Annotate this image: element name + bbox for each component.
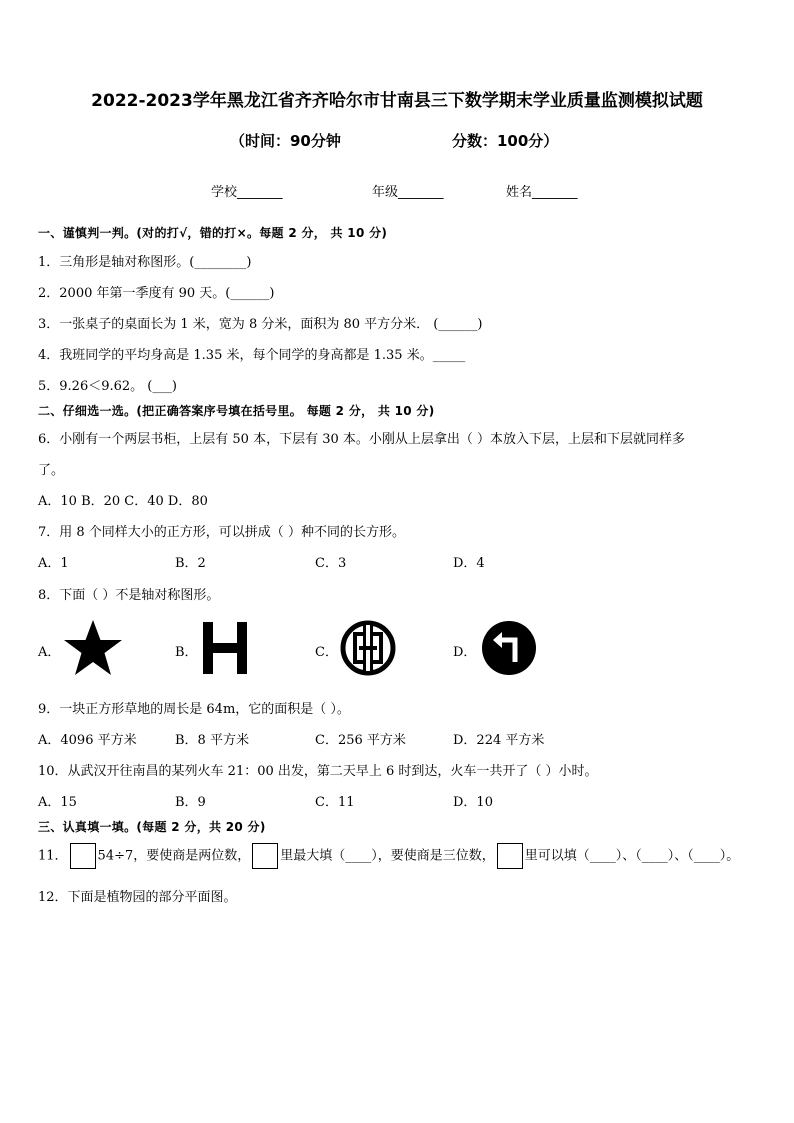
question-8: 8．下面（ ）不是轴对称图形。 xyxy=(38,588,220,603)
time-label: （时间：90分钟 xyxy=(230,132,341,150)
question-10-option-a: A．15 xyxy=(38,795,77,810)
question-11-part-a: 54÷7，要使商是两位数， xyxy=(97,848,251,864)
turn-left-sign-icon xyxy=(481,620,537,676)
question-12: 12．下面是植物园的部分平面图。 xyxy=(38,890,237,905)
question-7-option-c: C．3 xyxy=(315,556,347,571)
section2-heading: 二、仔细选一选。(把正确答案序号填在括号里。 每题 2 分， 共 10 分) xyxy=(38,404,435,418)
page-title: 2022-2023学年黑龙江省齐齐哈尔市甘南县三下数学期末学业质量监测模拟试题 xyxy=(91,91,703,111)
question-8-option-b: B． xyxy=(175,645,198,660)
question-9: 9．一块正方形草地的周长是 64m，它的面积是（ ）。 xyxy=(38,702,350,717)
question-10: 10．从武汉开往南昌的某列火车 21：00 出发，第二天早上 6 时到达，火车一共开了（ ）小时。 xyxy=(38,764,598,779)
question-3: 3．一张桌子的桌面长为 1 米，宽为 8 分米，面积为 80 平方分米． (______) xyxy=(38,317,483,332)
question-11 xyxy=(38,843,739,870)
name-field: 姓名_______ xyxy=(506,185,578,200)
question-8-option-a: A． xyxy=(38,645,61,660)
question-5: 5．9.26＜9.62。 (___) xyxy=(38,379,177,394)
question-10-option-b: B．9 xyxy=(175,795,206,810)
section1-heading: 一、谨慎判一判。(对的打√，错的打×。每题 2 分， 共 10 分) xyxy=(38,226,388,240)
question-9-option-a: A．4096 平方米 xyxy=(38,733,137,748)
question-4: 4．我班同学的平均身高是 1.35 米，每个同学的身高都是 1.35 米。_____ xyxy=(38,348,466,363)
question-8-option-d: D． xyxy=(453,645,477,660)
section3-heading: 三、认真填一填。(每题 2 分，共 20 分) xyxy=(38,820,266,834)
question-11-number: 11． xyxy=(38,848,68,864)
school-field: 学校_______ xyxy=(211,185,283,200)
question-8-option-c: C． xyxy=(315,645,338,660)
question-7-option-b: B．2 xyxy=(175,556,206,571)
answer-box xyxy=(497,843,523,869)
score-label: 分数：100分） xyxy=(452,132,559,150)
answer-box xyxy=(252,843,278,869)
question-6-options: A．10 B．20 C．40 D．80 xyxy=(38,494,208,509)
star-icon xyxy=(62,618,124,678)
question-7-option-d: D．4 xyxy=(453,556,485,571)
grade-field: 年级_______ xyxy=(372,185,444,200)
question-1: 1．三角形是轴对称图形。(________) xyxy=(38,255,252,270)
letter-h-icon xyxy=(203,622,247,674)
question-9-option-d: D．224 平方米 xyxy=(453,733,545,748)
question-7-option-a: A．1 xyxy=(38,556,69,571)
question-10-option-c: C．11 xyxy=(315,795,355,810)
question-2: 2．2000 年第一季度有 90 天。(______) xyxy=(38,286,275,301)
question-9-option-c: C．256 平方米 xyxy=(315,733,406,748)
bank-logo-icon xyxy=(340,620,396,676)
question-11-part-b: 里最大填（____），要使商是三位数， xyxy=(280,848,495,864)
question-10-option-d: D．10 xyxy=(453,795,493,810)
question-11-part-c: 里可以填（____）、（____）、（____）。 xyxy=(524,848,740,864)
question-6-line2: 了。 xyxy=(38,463,65,478)
question-9-option-b: B．8 平方米 xyxy=(175,733,249,748)
answer-box xyxy=(70,843,96,869)
question-7: 7．用 8 个同样大小的正方形，可以拼成（ ）种不同的长方形。 xyxy=(38,525,405,540)
question-6-line1: 6．小刚有一个两层书柜，上层有 50 本，下层有 30 本。小刚从上层拿出（ ）本放入下层，上层和下层就同样多 xyxy=(38,432,686,447)
